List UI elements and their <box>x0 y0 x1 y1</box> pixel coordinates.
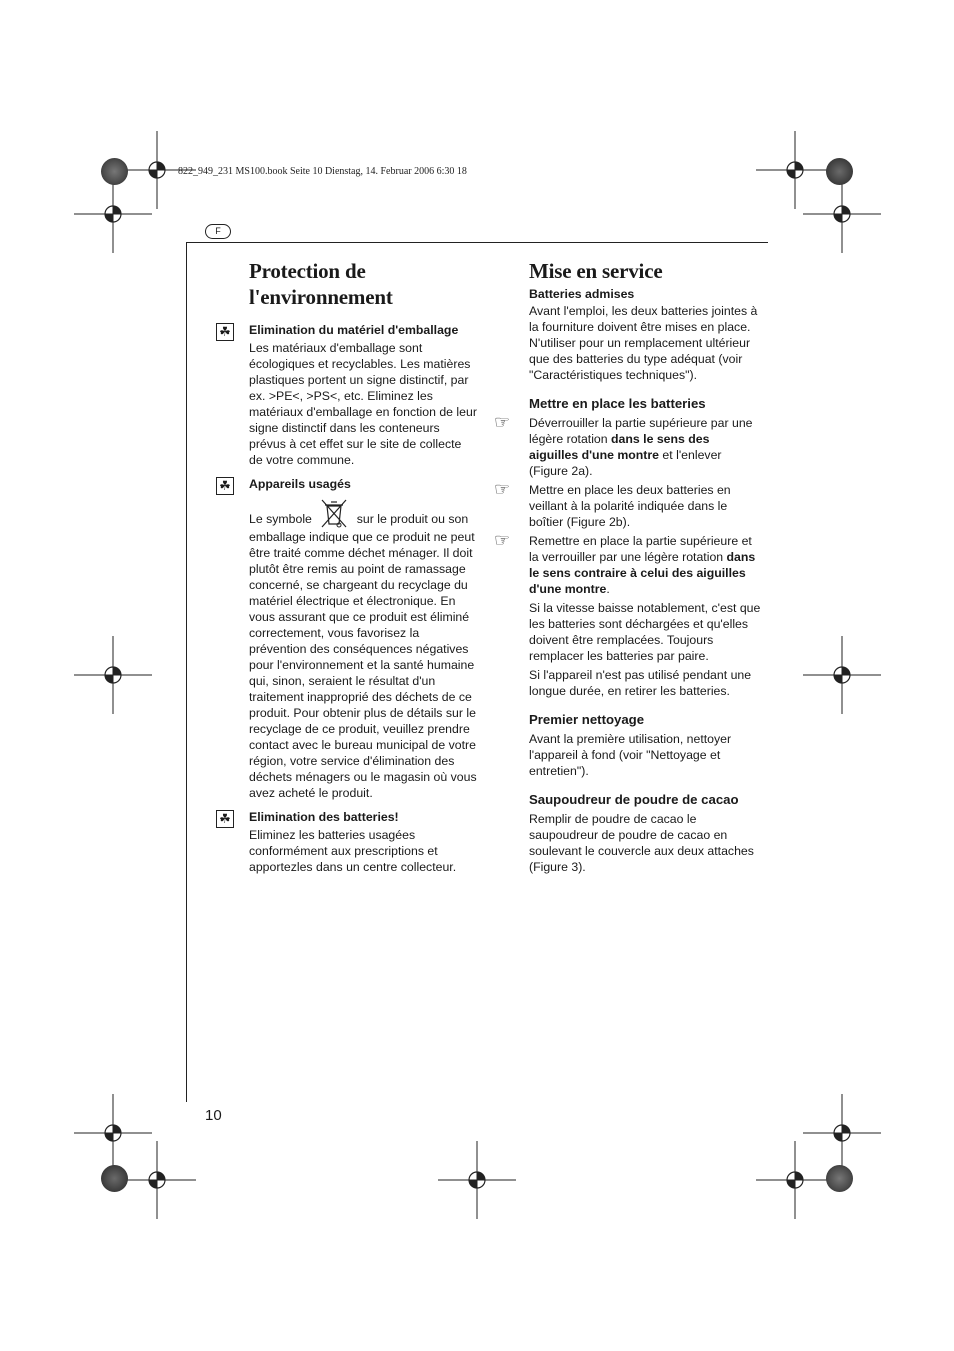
packaging-section <box>219 322 477 468</box>
battery-disposal-heading: Elimination des batteries! <box>249 810 399 824</box>
crossed-out-wheelie-bin-icon <box>319 497 349 529</box>
cocoa-heading: Saupoudreur de poudre de cacao <box>529 792 739 807</box>
admitted-batteries-heading: Batteries admises <box>529 287 635 301</box>
step3-text-after: . <box>606 582 610 596</box>
shamrock-icon: ☘ <box>216 477 234 495</box>
step3-text-bold: dans le sens contraire à celui des aiguilles d'une montre <box>529 550 756 596</box>
shamrock-icon: ☘ <box>216 810 234 828</box>
first-clean-heading: Premier nettoyage <box>529 712 645 727</box>
registration-mark-icon <box>756 1141 834 1219</box>
color-control-disc <box>101 158 128 185</box>
symbol-text-after: sur le produit ou son <box>356 512 469 526</box>
insert-batteries-heading: Mettre en place les batteries <box>529 396 706 411</box>
color-control-disc <box>101 1165 128 1192</box>
color-control-disc <box>826 158 853 185</box>
environment-title-line1: Protection de <box>249 259 366 283</box>
battery-note-2: Si l'appareil n'est pas utilisé pendant une longue durée, en retirer les batteries. <box>529 668 752 698</box>
step1-text-bold: dans le sens des aiguilles d'une montre <box>529 432 710 462</box>
instruction-step <box>494 479 761 530</box>
instruction-step <box>494 412 761 479</box>
setup-title: Mise en service <box>529 259 663 283</box>
admitted-batteries-text: Avant l'emploi, les deux batteries jointes à la fourniture doivent être mises en place. N'utiliser pour un remplacement ultérieur que des batteries du type adéquat (voir "Caractéristiques techniques"). <box>529 304 758 382</box>
old-appliances-text: emballage indique que ce produit ne peut être traité comme déchet ménager. Il doit plutôt être remis au point de ramassage concerné, se chargeant du recyclage du matériel électrique et électronique. En vous assurant que ce produit est éliminé correctement, vous favorisez la prévention des conséquences négatives pour l'environnement et la santé humaine qui, sinon, seraient le résultat d'un traitement inapproprié des déchets de ce produit. Pour obtenir plus de détails sur le recyclage de ce produit, veuillez prendre contact avec le bureau municipal de votre région, votre service d'élimination des déchets ménagers ou le magasin où vous avez acheté le produit. <box>249 530 477 800</box>
registration-mark-icon <box>74 175 152 253</box>
pointing-hand-icon: ☞ <box>494 412 511 432</box>
margin-rule <box>186 242 187 1102</box>
print-header: 822_949_231 MS100.book Seite 10 Dienstag, 14. Februar 2006 6:30 18 <box>178 166 467 177</box>
step1-text-before: Déverrouiller la partie supérieure par une légère rotation <box>529 416 753 446</box>
step1-text-after: et l'enlever (Figure 2a). <box>529 448 722 478</box>
page-number: 10 <box>205 1107 222 1124</box>
packaging-heading: Elimination du matériel d'emballage <box>249 323 459 337</box>
battery-disposal-section <box>219 809 477 875</box>
step3-text-before: Remettre en place la partie supérieure et la verrouiller par une légère rotation <box>529 534 752 564</box>
shamrock-icon: ☘ <box>216 323 234 341</box>
registration-mark-icon <box>74 636 152 714</box>
instruction-step <box>494 530 761 597</box>
registration-mark-icon <box>118 1141 196 1219</box>
cocoa-text: Remplir de poudre de cacao le saupoudreur de poudre de cacao en soulevant le couvercle aux deux attaches (Figure 3). <box>529 812 754 874</box>
language-badge: F <box>205 224 231 239</box>
environment-column <box>219 258 477 883</box>
pointing-hand-icon: ☞ <box>494 479 511 499</box>
environment-title <box>249 258 477 310</box>
environment-title-line2: l'environnement <box>249 285 393 309</box>
registration-mark-icon <box>438 1141 516 1219</box>
symbol-line <box>249 497 477 529</box>
symbol-text-before: Le symbole <box>249 512 312 526</box>
battery-note-1: Si la vitesse baisse notablement, c'est que les batteries sont déchargées et qu'elles doivent être remplacées. Toujours remplacer les batteries par paire. <box>529 601 761 663</box>
setup-column <box>494 258 761 875</box>
registration-mark-icon <box>803 636 881 714</box>
registration-mark-icon <box>803 175 881 253</box>
old-appliances-section <box>219 476 477 801</box>
packaging-text: Les matériaux d'emballage sont écologiques et recyclables. Les matières plastiques portent un signe distinctif, par ex. >PE<, >PS<, etc. Eliminez les matériaux d'emballage en fonction de leur signe distinctif dans les conteneurs prévus à cet effet sur le site de collecte de votre commune. <box>249 341 477 467</box>
step1-text <box>529 415 761 479</box>
first-clean-text: Avant la première utilisation, nettoyer l'appareil à fond (voir "Nettoyage et entretien"). <box>529 732 732 778</box>
color-control-disc <box>826 1165 853 1192</box>
step3-text <box>529 533 761 597</box>
step2-text: Mettre en place les deux batteries en veillant à la polarité indiquée dans le boîtier (Figure 2b). <box>529 483 731 529</box>
pointing-hand-icon: ☞ <box>494 530 511 550</box>
battery-disposal-text: Eliminez les batteries usagées conformément aux prescriptions et apportezles dans un centre collecteur. <box>249 828 457 874</box>
old-appliances-heading: Appareils usagés <box>249 477 351 491</box>
header-rule <box>186 242 768 243</box>
